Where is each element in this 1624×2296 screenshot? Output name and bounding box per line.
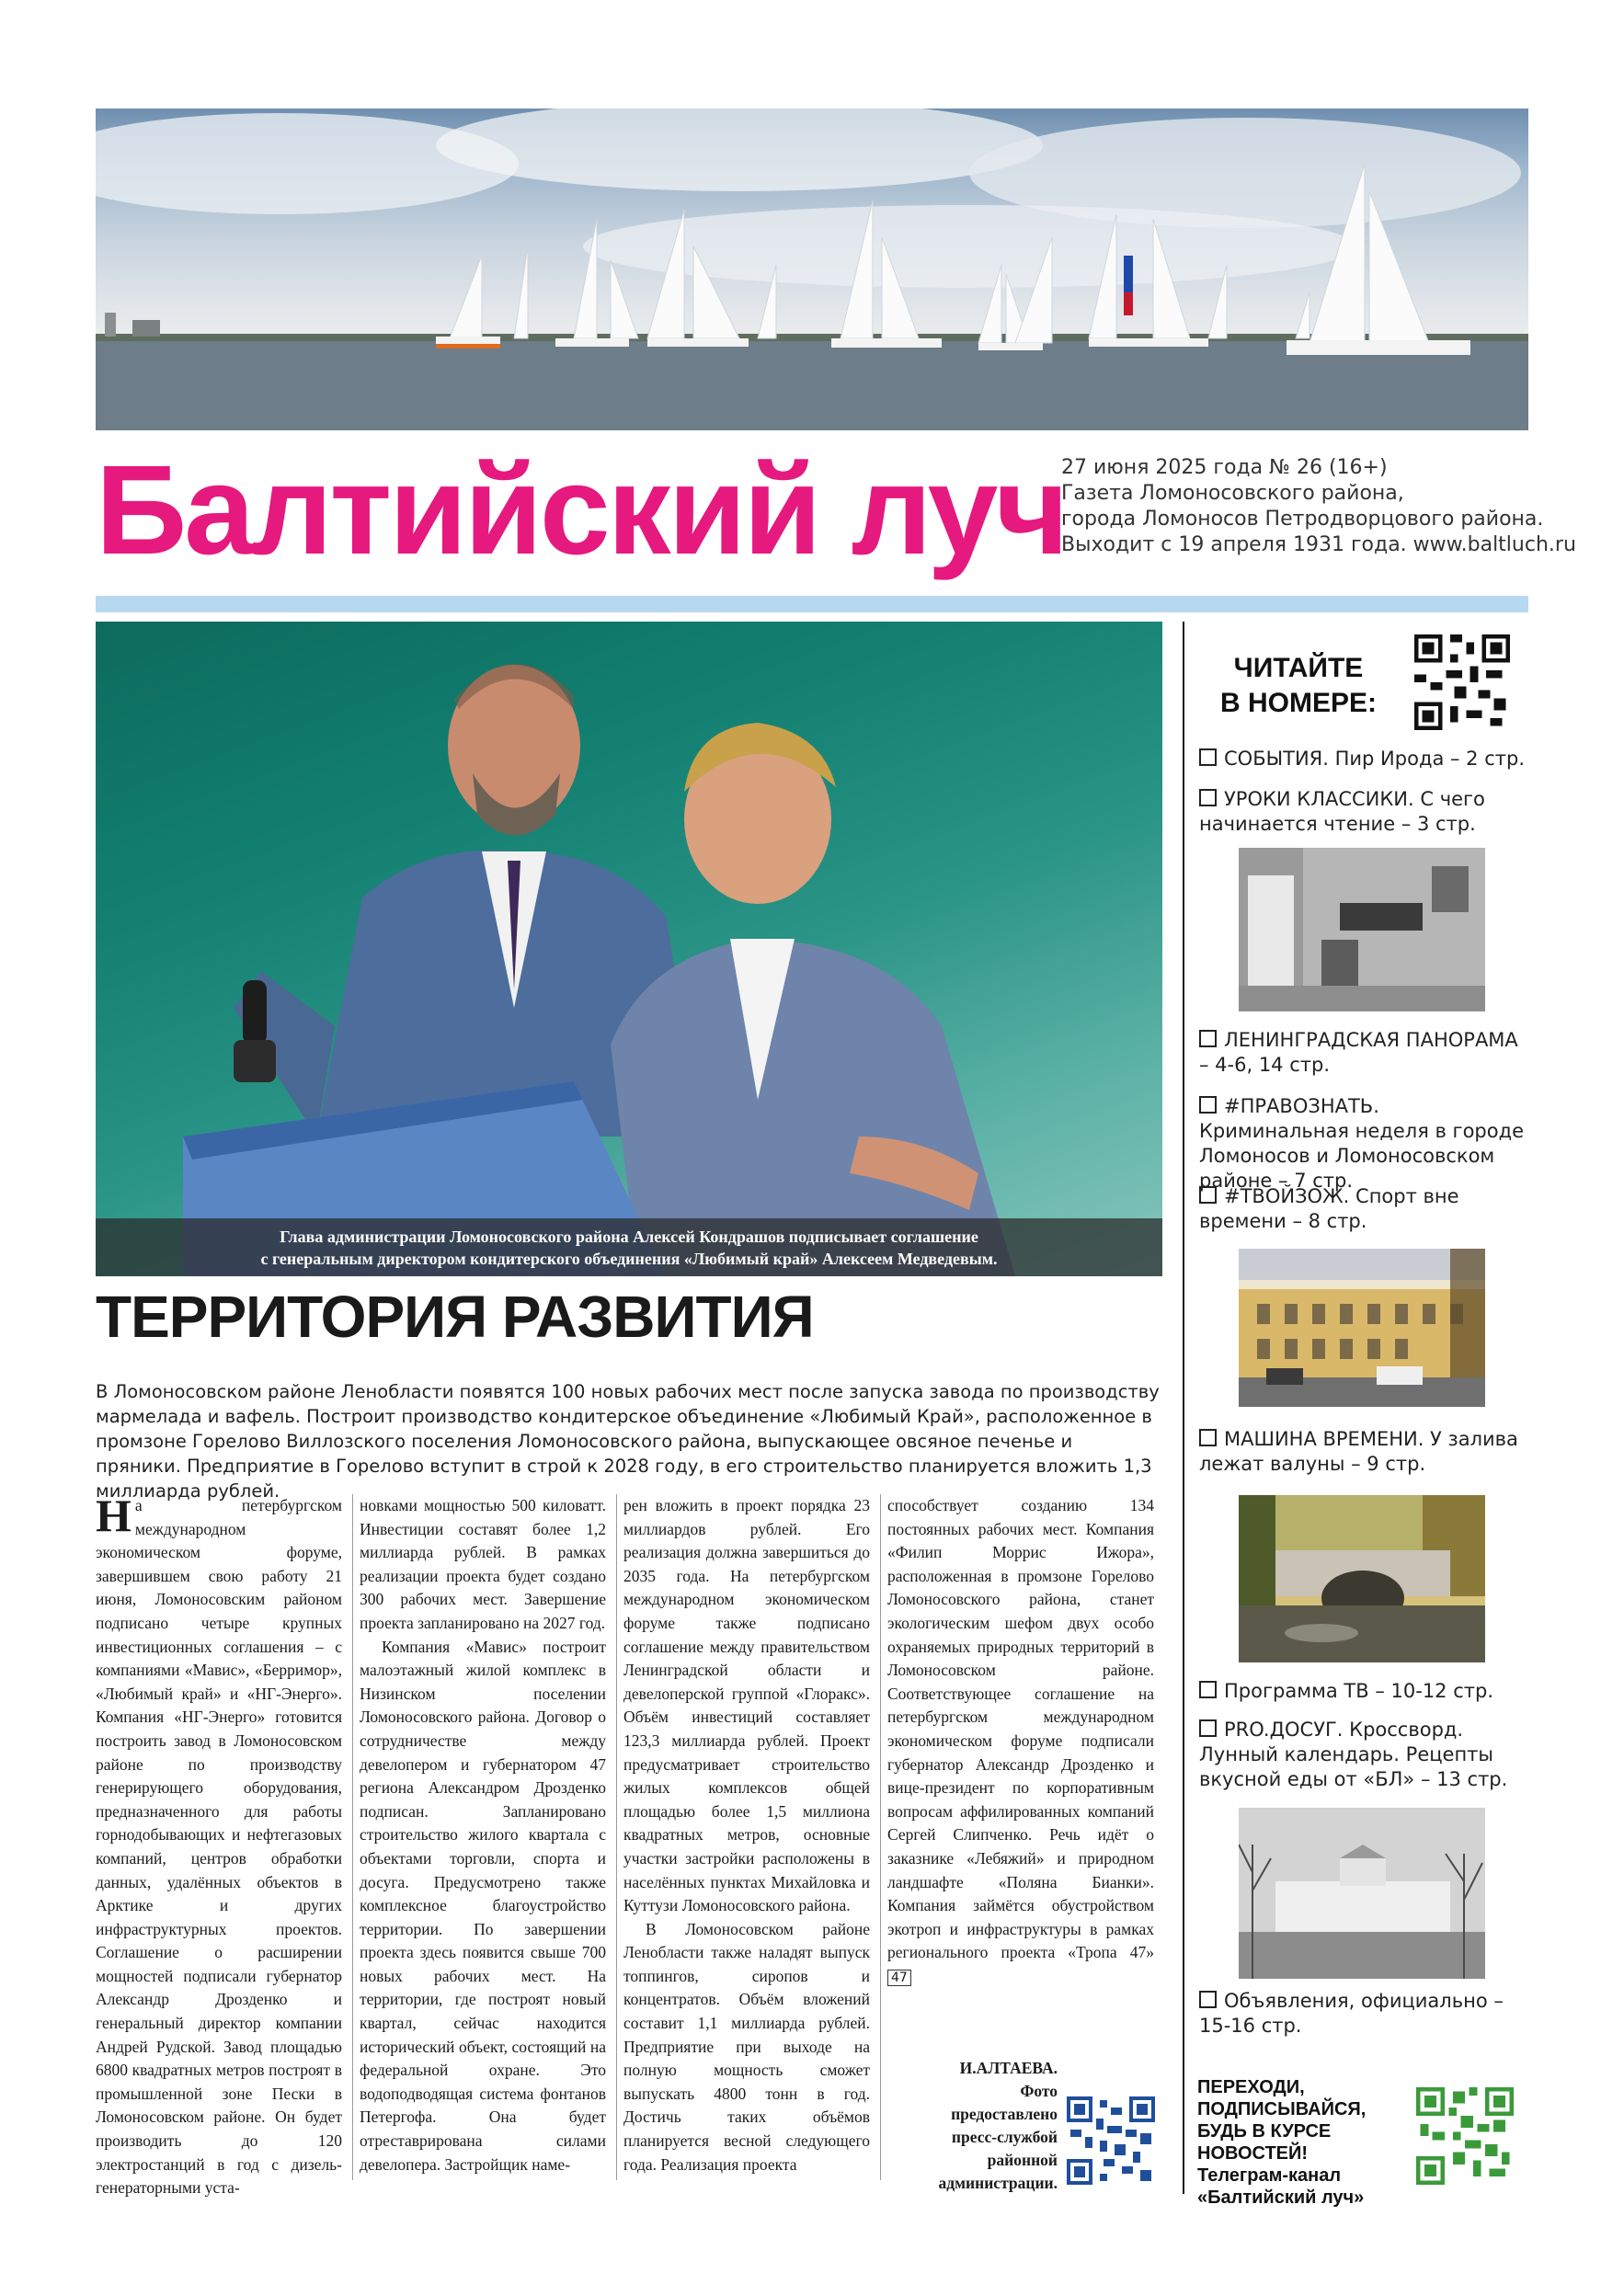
photo-credit-2: предоставлено: [951, 2105, 1058, 2123]
article-column-4: [887, 1494, 1154, 1988]
header-banner-photo: [96, 109, 1528, 430]
promo-line-1: ПЕРЕХОДИ,: [1197, 2077, 1305, 2097]
header-divider: [96, 596, 1528, 612]
sidebar-item-label: УРОКИ КЛАССИКИ. С чего начинается чтение – 3 стр.: [1199, 788, 1485, 835]
article-paragraph: В Ломоносовском районе Ленобласти также наладят выпуск топпингов, сиропов и концентратов. Объём вложений составит 1,1 миллиарда рублей. Предприятие при выходе на полную мощность сможет выпускать 4800 тонн в год. Достичь таких объёмов планируется весной следующего года. Реализация проекта: [623, 1919, 870, 2174]
checkbox-icon: [1199, 1429, 1217, 1446]
thumbnail-building-photo: [1239, 1249, 1485, 1407]
sidebar-item[interactable]: [1199, 1094, 1530, 1194]
article-paragraph: [96, 1490, 342, 2200]
promo-line-6: «Балтийский луч»: [1197, 2187, 1365, 2208]
sidebar-item-label: Программа ТВ – 10-12 стр.: [1224, 1680, 1493, 1702]
article-headline: ТЕРРИТОРИЯ РАЗВИТИЯ: [96, 1284, 814, 1350]
promo-line-2: ПОДПИСЫВАЙСЯ,: [1197, 2099, 1367, 2119]
issue-subtitle-1: Газета Ломоносовского района,: [1061, 482, 1404, 505]
sidebar-item-label: PRO.ДОСУГ. Кроссворд. Лунный календарь. Рецепты вкусной еды от «БЛ» – 13 стр.: [1199, 1719, 1508, 1790]
checkbox-icon: [1199, 748, 1217, 766]
column-divider: [616, 1494, 617, 2180]
thumbnail-bridge-photo: [1239, 1495, 1485, 1662]
column-divider: [352, 1494, 353, 2180]
checkbox-icon: [1199, 1681, 1217, 1698]
promo-line-3: БУДЬ В КУРСЕ: [1197, 2121, 1332, 2142]
sidebar-item-label: СОБЫТИЯ. Пир Ирода – 2 стр.: [1224, 748, 1525, 770]
checkbox-icon: [1199, 1030, 1217, 1047]
sidebar-item[interactable]: [1199, 747, 1530, 771]
article-column-1: [96, 1490, 342, 2200]
telegram-qr-code[interactable]: [1416, 2087, 1514, 2185]
article-qr-code[interactable]: [1067, 2096, 1155, 2185]
author-name: И.АЛТАЕВА.: [959, 2059, 1058, 2077]
hero-photo: [96, 622, 1162, 1276]
sidebar-item[interactable]: [1199, 1427, 1530, 1477]
article-paragraph: рен вложить в проект порядка 23 миллиардов рублей. Его реализация должна завершиться до 2035 года. На петербургском международном экономическом форуме также подписано соглашение между правительством Ленинградской области и девелоперской группой «Глоракс». Объём инвестиций составляет 123,3 миллиарда рублей. Проект предусматривает строительство жилых комплексов общей площадью более 1,5 миллиона квадратных метров, основные участки застройки расположены в населённых пунктах Михайловка и Куттузи Ломоносовского района.: [623, 1496, 870, 1915]
read-heading-line-1: ЧИТАЙТЕ: [1233, 653, 1364, 683]
column-divider: [880, 1494, 881, 2180]
issue-subtitle-3: Выходит с 19 апреля 1931 года. www.baltluch.ru: [1061, 533, 1576, 556]
checkbox-icon: [1199, 789, 1217, 806]
sidebar-divider: [1183, 622, 1184, 2194]
issue-subtitle-2: города Ломоносов Петродворцового района.: [1061, 508, 1544, 531]
issue-date-number: 27 июня 2025 года № 26 (16+): [1061, 456, 1388, 479]
article-lead: В Ломоносовском районе Ленобласти появятся 100 новых рабочих мест после запуска завода по производству мармелада и вафель. Построит производство кондитерское объединение «Любимый Край», расположенное в промзоне Горелово Виллозского поселения Ломоносовского района, выпускающее овсяное печенье и пряники. Предприятие в Горелово вступит в строй к 2028 году, в его строительство планируется вложить 1,3 миллиарда рублей.: [96, 1381, 1160, 1502]
article-column-2: [360, 1494, 606, 2176]
region-47-badge: 47: [887, 1970, 911, 1986]
article-byline: [920, 2057, 1058, 2195]
thumbnail-library-photo: [1239, 848, 1485, 1011]
promo-line-4: НОВОСТЕЙ!: [1197, 2143, 1309, 2164]
caption-line-2: с генеральным директором кондитерского объединения «Любимый край» Алексеем Медведевым.: [260, 1250, 998, 1268]
sidebar-item-label: Объявления, официально – 15-16 стр.: [1199, 1990, 1504, 2037]
photo-credit-5: администрации.: [938, 2174, 1058, 2192]
sidebar-item[interactable]: [1199, 787, 1530, 837]
sidebar-item-label: #ПРАВОЗНАТЬ. Криминальная неделя в городе Ломоносов и Ломоносовском районе – 7 стр.: [1199, 1095, 1525, 1192]
sidebar-item-label: ЛЕНИНГРАДСКАЯ ПАНОРАМА – 4-6, 14 стр.: [1199, 1029, 1518, 1076]
sidebar-item[interactable]: [1199, 1184, 1530, 1234]
checkbox-icon: [1199, 1719, 1217, 1737]
caption-line-1: Глава администрации Ломоносовского района Алексей Кондрашов подписывает соглашение: [280, 1228, 978, 1246]
article-paragraph: новками мощностью 500 киловатт. Инвестиции составят более 1,2 миллиарда рублей. В рамках реализации проекта будет создано 300 рабочих мест. Завершение проекта запланировано на 2027 год.: [360, 1496, 606, 1632]
sidebar-item-label: МАШИНА ВРЕМЕНИ. У залива лежат валуны – 9 стр.: [1199, 1428, 1518, 1475]
photo-credit-1: Фото: [1020, 2082, 1058, 2100]
promo-line-5: Телеграм-канал: [1197, 2165, 1342, 2186]
telegram-promo: [1197, 2076, 1409, 2209]
issue-info: [1061, 455, 1576, 558]
checkbox-icon: [1199, 1096, 1217, 1114]
photo-credit-4: районной: [987, 2151, 1058, 2169]
article-text: способствует созданию 134 постоянных рабочих мест. Компания «Филип Моррис Ижора», расположенная в промзоне Горелово Ломоносовского района, станет экологическим шефом двух особо охраняемых природных территорий в Ломоносовском районе. Соответствующее соглашение на петербургском международном экономическом форуме подписали губернатор Александр Дрозденко и вице-президент по корпоративным вопросам аффилированных компаний Сергей Слипченко. Речь идёт о заказнике «Лебяжий» и природном ландшафте «Поляна Бианки». Компания займётся обустройством экотроп и инфраструктуры в рамках регионального проекта «Тропа 47»: [887, 1496, 1154, 1962]
checkbox-icon: [1199, 1991, 1217, 2008]
sidebar-qr-code[interactable]: [1414, 634, 1510, 730]
read-heading-line-2: В НОМЕРЕ:: [1219, 688, 1377, 718]
photo-credit-3: пресс-службой: [951, 2128, 1058, 2146]
sidebar-item[interactable]: [1199, 1718, 1530, 1792]
article-text: а петербургском международном экономическом форуме, завершившем свою работу 21 июня, Ломоносовским районом подписано четыре крупных инвестиционных соглашения – с компаниями «Мавис», «Берримор», «Любимый край» и «НГ-Энерго». Компания «НГ-Энерго» готовится построить завод в Ломоносовском районе по производству генерирующего оборудования, предназначенного для работы горнодобывающих и нефтегазовых компаний, центров обработки данных, удалённых объектов в Арктике и других инфраструктурных проектов. Соглашение о расширении мощностей подписали губернатор Александр Дрозденко и генеральный директор компании Андрей Рудской. Завод площадью 6800 квадратных метров построят в промышленной зоне Пески в Ломоносовском районе. Он будет производить до 120 электростанций в год с дизель-генераторными уста-: [96, 1496, 342, 2198]
read-in-issue-heading: [1216, 651, 1381, 721]
checkbox-icon: [1199, 1186, 1217, 1204]
article-column-3: [623, 1494, 870, 2176]
article-paragraph: [887, 1494, 1154, 1988]
sidebar-item-label: #ТВОЙЗОЖ. Спорт вне времени – 8 стр.: [1199, 1185, 1459, 1232]
masthead-title: Балтийский луч: [96, 440, 1067, 581]
article-paragraph: Компания «Мавис» построит малоэтажный жилой комплекс в Низинском поселении Ломоносовского района. Договор о сотрудничестве между девелопером и губернатором 47 региона Александром Дрозденко подписан. Запланировано строительство жилого квартала с объектами торговли, спорта и досуга. Предусмотрено также комплексное благоустройство территории. По завершении проекта здесь появится свыше 700 новых рабочих мест. На территории, где построят новый квартал, сейчас находится исторический объект, состоящий на федеральной охране. Это водоподводящая система фонтанов Петергофа. Она будет отреставрирована силами девелопера. Застройщик наме-: [360, 1637, 606, 2174]
sidebar-item[interactable]: [1199, 1028, 1530, 1078]
thumbnail-palace-photo: [1239, 1808, 1485, 1979]
sidebar-item[interactable]: [1199, 1989, 1530, 2039]
hero-caption: [96, 1218, 1162, 1276]
drop-cap: Н: [96, 1490, 132, 1541]
sidebar-item[interactable]: [1199, 1679, 1530, 1704]
